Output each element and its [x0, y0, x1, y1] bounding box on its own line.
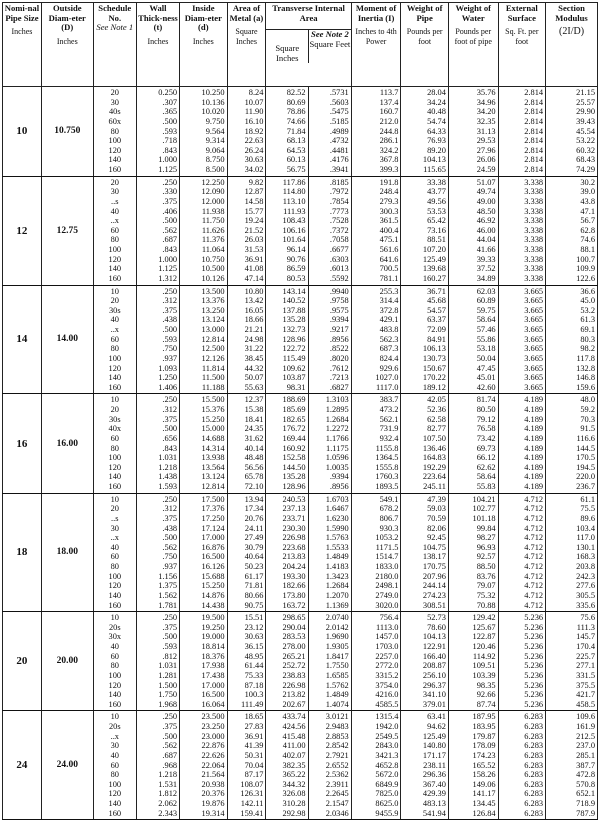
section-modulus-values: 36.6 45.0 53.2 61.3 69.1 80.3 98.2 117.8 132.8 146.8 159.6	[546, 285, 598, 394]
transverse-sqin-values: 298.65 290.04 283.53 278.00 265.21 252.72 238.83 226.98 213.82 202.67	[266, 612, 308, 711]
weight-water-values: 62.03 60.89 59.75 58.64 57.46 55.86 53.18 50.04 47.45 45.01 42.60	[448, 285, 498, 394]
section-modulus-header: Section Modulus (2I/D)	[546, 3, 598, 87]
weight-water-values: 51.07 49.74 49.00 48.50 46.92 46.00 44.04 41.66 39.33 37.52 34.89	[448, 176, 498, 285]
nominal-size-cell: 20	[3, 612, 42, 711]
schedule-values: 20 30 ..s 40 ..x 60 80 100 120 140 160	[93, 176, 136, 285]
external-surface-values: 6.283 6.283 6.283 6.283 6.283 6.283 6.283 6.283 6.283 6.283 6.283	[498, 711, 546, 820]
area-metal-values: 15.51 23.12 30.63 36.15 48.95 61.44 75.33 87.18 100.3 111.49	[227, 612, 266, 711]
weight-water-values: 35.76 34.96 34.20 32.35 31.13 29.53 27.96 26.06 24.59	[448, 87, 498, 177]
external-surface-values: 4.712 4.712 4.712 4.712 4.712 4.712 4.712 4.712 4.712 4.712 4.712 4.712	[498, 493, 546, 612]
wall-thickness-values: 0.250 .307 .365 .500 .593 .718 .843 1.000 1.125	[136, 87, 179, 177]
area-metal-header: Area of Metal (a) Square Inches	[227, 3, 266, 87]
external-surface-values: 4.189 4.189 4.189 4.189 4.189 4.189 4.189 4.189 4.189 4.189	[498, 394, 546, 493]
transverse-sqft-values: 3.0121 2.9483 2.8853 2.8542 2.7921 2.6552 2.5362 2.3911 2.2645 2.1547 2.0346	[308, 711, 351, 820]
nominal-size-cell: 12	[3, 176, 42, 285]
pipe-size-group	[3, 711, 598, 820]
inside-diameter-values: 23.500 23.250 23.000 22.876 22.626 22.064 21.564 20.938 20.376 19.876 19.314	[180, 711, 228, 820]
transverse-sqft-values: 2.0740 2.0142 1.9690 1.9305 1.8417 1.7550 1.6585 1.5762 1.4849 1.4074	[308, 612, 351, 711]
wall-thickness-header: Wall Thick-ness (t) Inches	[136, 3, 179, 87]
transverse-sqft-values: .9940 .9758 .9575 .9394 .9217 .8956 .8522 .8020 .7612 .7213 .6827	[308, 285, 351, 394]
outside-diameter-header: Outside Diam-eter (D) Inches	[41, 3, 93, 87]
transverse-sqft-values: .5731 .5603 .5475 .5185 .4989 .4732 .4481 .4176 .3941	[308, 87, 351, 177]
pipe-size-group	[3, 87, 598, 177]
pipe-size-group	[3, 493, 598, 612]
inside-diameter-values: 13.500 13.376 13.250 13.124 13.000 12.814 12.500 12.126 11.814 11.500 11.188	[180, 285, 228, 394]
moment-inertia-values: 383.7 473.2 562.1 731.9 932.4 1155.8 1364.5 1555.8 1760.3 1893.5	[351, 394, 401, 493]
transverse-sqft-values: .8185 .7972 .7854 .7773 .7528 .7372 .7058 .6677 .6303 .6013 .5592	[308, 176, 351, 285]
area-metal-values: 18.65 27.83 36.91 41.39 50.31 70.04 87.17 108.07 126.31 142.11 159.41	[227, 711, 266, 820]
inside-diameter-values: 12.250 12.090 12.000 11.938 11.750 11.626 11.376 11.064 10.750 10.500 10.126	[180, 176, 228, 285]
outside-diameter-cell: 16.00	[41, 394, 93, 493]
section-modulus-values: 109.6 161.9 212.5 237.0 285.1 387.7 472.8 570.8 652.1 718.9 787.9	[546, 711, 598, 820]
outside-diameter-cell: 20.00	[41, 612, 93, 711]
transverse-sqft-values: 1.6703 1.6467 1.6230 1.5990 1.5763 1.5533 1.4849 1.4183 1.3423 1.2684 1.2070 1.1369	[308, 493, 351, 612]
external-surface-header: External Surface Sq. Ft. per foot	[498, 3, 546, 87]
nominal-size-cell: 24	[3, 711, 42, 820]
transverse-sqin-values: 143.14 140.52 137.88 135.28 132.73 128.96 122.72 115.49 109.62 103.87 98.31	[266, 285, 308, 394]
weight-pipe-values: 33.38 43.77 49.56 53.53 65.42 73.16 88.51 107.20 125.49 139.68 160.27	[401, 176, 449, 285]
outside-diameter-cell: 18.00	[41, 493, 93, 612]
transverse-sqin-header: Square Inches	[266, 30, 309, 63]
inside-diameter-values: 17.500 17.376 17.250 17.124 17.000 16.876 16.500 16.126 15.688 15.250 14.876 14.438	[180, 493, 228, 612]
wall-thickness-values: .250 .375 .500 .593 .812 1.031 1.281 1.500 1.750 1.968	[136, 612, 179, 711]
weight-water-values: 187.95 183.95 179.87 178.09 174.23 165.52 158.26 149.06 141.17 134.45 126.84	[448, 711, 498, 820]
section-modulus-values: 48.0 59.2 70.3 91.5 116.6 144.5 170.5 194.5 220.0 236.7	[546, 394, 598, 493]
moment-inertia-values: 255.3 314.4 372.8 429.1 483.8 562.3 687.3 824.4 929.6 1027.0 1117.0	[351, 285, 401, 394]
weight-water-values: 129.42 125.67 122.87 120.46 114.92 109.51 103.39 98.35 92.66 87.74	[448, 612, 498, 711]
wall-thickness-values: .250 .312 .375 .438 .500 .562 .750 .937 1.156 1.375 1.562 1.781	[136, 493, 179, 612]
external-surface-values: 5.236 5.236 5.236 5.236 5.236 5.236 5.236 5.236 5.236 5.236	[498, 612, 546, 711]
weight-water-values: 81.74 80.50 79.12 76.58 73.42 69.73 66.12 62.62 58.64 55.83	[448, 394, 498, 493]
transverse-sqft-values: 1.3103 1.2895 1.2684 1.2272 1.1766 1.1175 1.0596 1.0035 .9394 .8956	[308, 394, 351, 493]
section-modulus-values: 21.15 25.57 29.90 39.43 45.54 53.22 60.32 68.43 74.29	[546, 87, 598, 177]
moment-inertia-values: 549.1 678.2 806.7 930.3 1053.2 1171.5 1514.7 1833.0 2180.0 2498.1 2749.0 3020.0	[351, 493, 401, 612]
wall-thickness-values: .250 .330 .375 .406 .500 .562 .687 .843 1.000 1.125 1.312	[136, 176, 179, 285]
moment-inertia-values: 756.4 1113.0 1457.0 1703.0 2257.0 2772.0 3315.2 3754.0 4216.0 4585.5	[351, 612, 401, 711]
transverse-sqft-header: See Note 2 Square Feet	[309, 29, 351, 49]
inside-diameter-values: 19.500 19.250 19.000 18.814 18.376 17.938 17.438 17.000 16.500 16.064	[180, 612, 228, 711]
moment-inertia-values: 113.7 137.4 160.7 212.0 244.8 286.1 324.2 367.8 399.3	[351, 87, 401, 177]
transverse-sqin-values: 82.52 80.69 78.86 74.66 71.84 68.13 64.53 60.13 56.75	[266, 87, 308, 177]
transverse-area-header: Transverse Internal Area Square Inches See Note 2 Square Feet	[266, 3, 351, 87]
weight-water-values: 104.21 102.77 101.18 99.84 98.27 96.93 92.57 88.50 83.76 79.07 75.32 70.88	[448, 493, 498, 612]
nominal-size-cell: 14	[3, 285, 42, 394]
weight-pipe-values: 52.73 78.60 104.13 122.91 166.40 208.87 256.10 296.37 341.10 379.01	[401, 612, 449, 711]
inside-diameter-values: 10.250 10.136 10.020 9.750 9.564 9.314 9.064 8.750 8.500	[180, 87, 228, 177]
external-surface-values: 3.338 3.338 3.338 3.338 3.338 3.338 3.338 3.338 3.338 3.338 3.338	[498, 176, 546, 285]
weight-pipe-values: 63.41 94.62 125.49 140.80 171.17 238.11 296.36 367.40 429.39 483.13 541.94	[401, 711, 449, 820]
wall-thickness-values: .250 .312 .375 .500 .656 .843 1.031 1.218 1.438 1.593	[136, 394, 179, 493]
outside-diameter-cell: 12.75	[41, 176, 93, 285]
transverse-sqin-values: 240.53 237.13 233.71 230.30 226.98 223.68 213.83 204.24 193.30 182.66 173.80 163.72	[266, 493, 308, 612]
schedule-values: 10 20 30s 40 ..x 60 80 100 120 140 160	[93, 285, 136, 394]
area-metal-values: 13.94 17.34 20.76 24.11 27.49 30.79 40.64 50.23 61.17 71.81 80.66 90.75	[227, 493, 266, 612]
schedule-values: 10 20s ..x 30 40 60 80 100 120 140 160	[93, 711, 136, 820]
area-metal-values: 9.82 12.87 14.58 15.77 19.24 21.52 26.03 31.53 36.91 41.08 47.14	[227, 176, 266, 285]
schedule-header: Schedule No. See Note 1	[93, 3, 136, 87]
schedule-values: 10 20 30s 40x 60 80 100 120 140 160	[93, 394, 136, 493]
schedule-values: 10 20 ..s 30 ..x 40 60 80 100 120 140 160	[93, 493, 136, 612]
inside-diameter-values: 15.500 15.376 15.250 15.000 14.688 14.314 13.938 13.564 13.124 12.814	[180, 394, 228, 493]
nominal-size-cell: 16	[3, 394, 42, 493]
area-metal-values: 8.24 10.07 11.90 16.10 18.92 22.63 26.24 30.63 34.02	[227, 87, 266, 177]
outside-diameter-cell: 10.750	[41, 87, 93, 177]
weight-pipe-values: 42.05 52.36 62.58 82.77 107.50 136.46 164.83 192.29 223.64 245.11	[401, 394, 449, 493]
moment-inertia-values: 191.8 248.4 279.3 300.3 361.5 400.4 475.1 561.6 641.6 700.5 781.1	[351, 176, 401, 285]
transverse-sqin-values: 117.86 114.80 113.10 111.93 108.43 106.16 101.64 96.14 90.76 86.59 80.53	[266, 176, 308, 285]
external-surface-values: 3.665 3.665 3.665 3.665 3.665 3.665 3.665 3.665 3.665 3.665 3.665	[498, 285, 546, 394]
weight-pipe-values: 47.39 59.03 70.59 82.06 92.45 104.75 138.17 170.75 207.96 244.14 274.23 308.51	[401, 493, 449, 612]
inside-diameter-header: Inside Diam-eter (d) Inches	[180, 3, 228, 87]
weight-water-header: Weight of Water Pounds per foot of pipe	[448, 3, 498, 87]
pipe-size-group	[3, 612, 598, 711]
nominal-size-header: Nomi-nal Pipe Size Inches	[3, 3, 42, 87]
weight-pipe-header: Weight of Pipe Pounds per foot	[401, 3, 449, 87]
outside-diameter-cell: 14.00	[41, 285, 93, 394]
wall-thickness-values: .250 .312 .375 .438 .500 .593 .750 .937 1.093 1.250 1.406	[136, 285, 179, 394]
area-metal-values: 10.80 13.42 16.05 18.66 21.21 24.98 31.22 38.45 44.32 50.07 55.63	[227, 285, 266, 394]
moment-inertia-header: Moment of Inertia (I) Inches to 4th Power	[351, 3, 401, 87]
section-modulus-values: 61.1 75.5 89.6 103.4 117.0 130.1 168.3 203.8 242.3 277.6 305.5 335.6	[546, 493, 598, 612]
nominal-size-cell: 18	[3, 493, 42, 612]
schedule-values: 20 30 40s 60x 80 100 120 140 160	[93, 87, 136, 177]
section-modulus-values: 30.2 39.0 43.8 47.1 56.7 62.8 74.6 88.1 100.7 109.9 122.6	[546, 176, 598, 285]
outside-diameter-cell: 24.00	[41, 711, 93, 820]
weight-pipe-values: 36.71 45.68 54.57 63.37 72.09 84.91 106.13 130.73 150.67 170.22 189.12	[401, 285, 449, 394]
nominal-size-cell: 10	[3, 87, 42, 177]
pipe-size-group	[3, 394, 598, 493]
pipe-data-table	[2, 2, 598, 820]
external-surface-values: 2.814 2.814 2.814 2.814 2.814 2.814 2.814 2.814 2.814	[498, 87, 546, 177]
transverse-sqin-values: 188.69 185.69 182.65 176.72 169.44 160.92 152.58 144.50 135.28 128.96	[266, 394, 308, 493]
pipe-size-group	[3, 176, 598, 285]
wall-thickness-values: .250 .375 .500 .562 .687 .968 1.218 1.531 1.812 2.062 2.343	[136, 711, 179, 820]
transverse-sqin-values: 433.74 424.56 415.48 411.00 402.07 382.35 365.22 344.32 326.08 310.28 292.98	[266, 711, 308, 820]
section-modulus-values: 75.6 111.3 145.7 170.4 225.7 277.1 331.5 375.5 421.7 458.5	[546, 612, 598, 711]
moment-inertia-values: 1315.4 1942.0 2549.5 2843.0 3421.3 4652.8 5672.0 6849.9 7825.0 8625.0 9455.9	[351, 711, 401, 820]
header-row	[3, 3, 598, 87]
area-metal-values: 12.37 15.38 18.41 24.35 31.62 40.14 48.48 56.56 65.78 72.10	[227, 394, 266, 493]
pipe-size-group	[3, 285, 598, 394]
schedule-values: 10 20s 30x 40 60 80 100 120 140 160	[93, 612, 136, 711]
weight-pipe-values: 28.04 34.24 40.48 54.74 64.33 76.93 89.20 104.13 115.65	[401, 87, 449, 177]
